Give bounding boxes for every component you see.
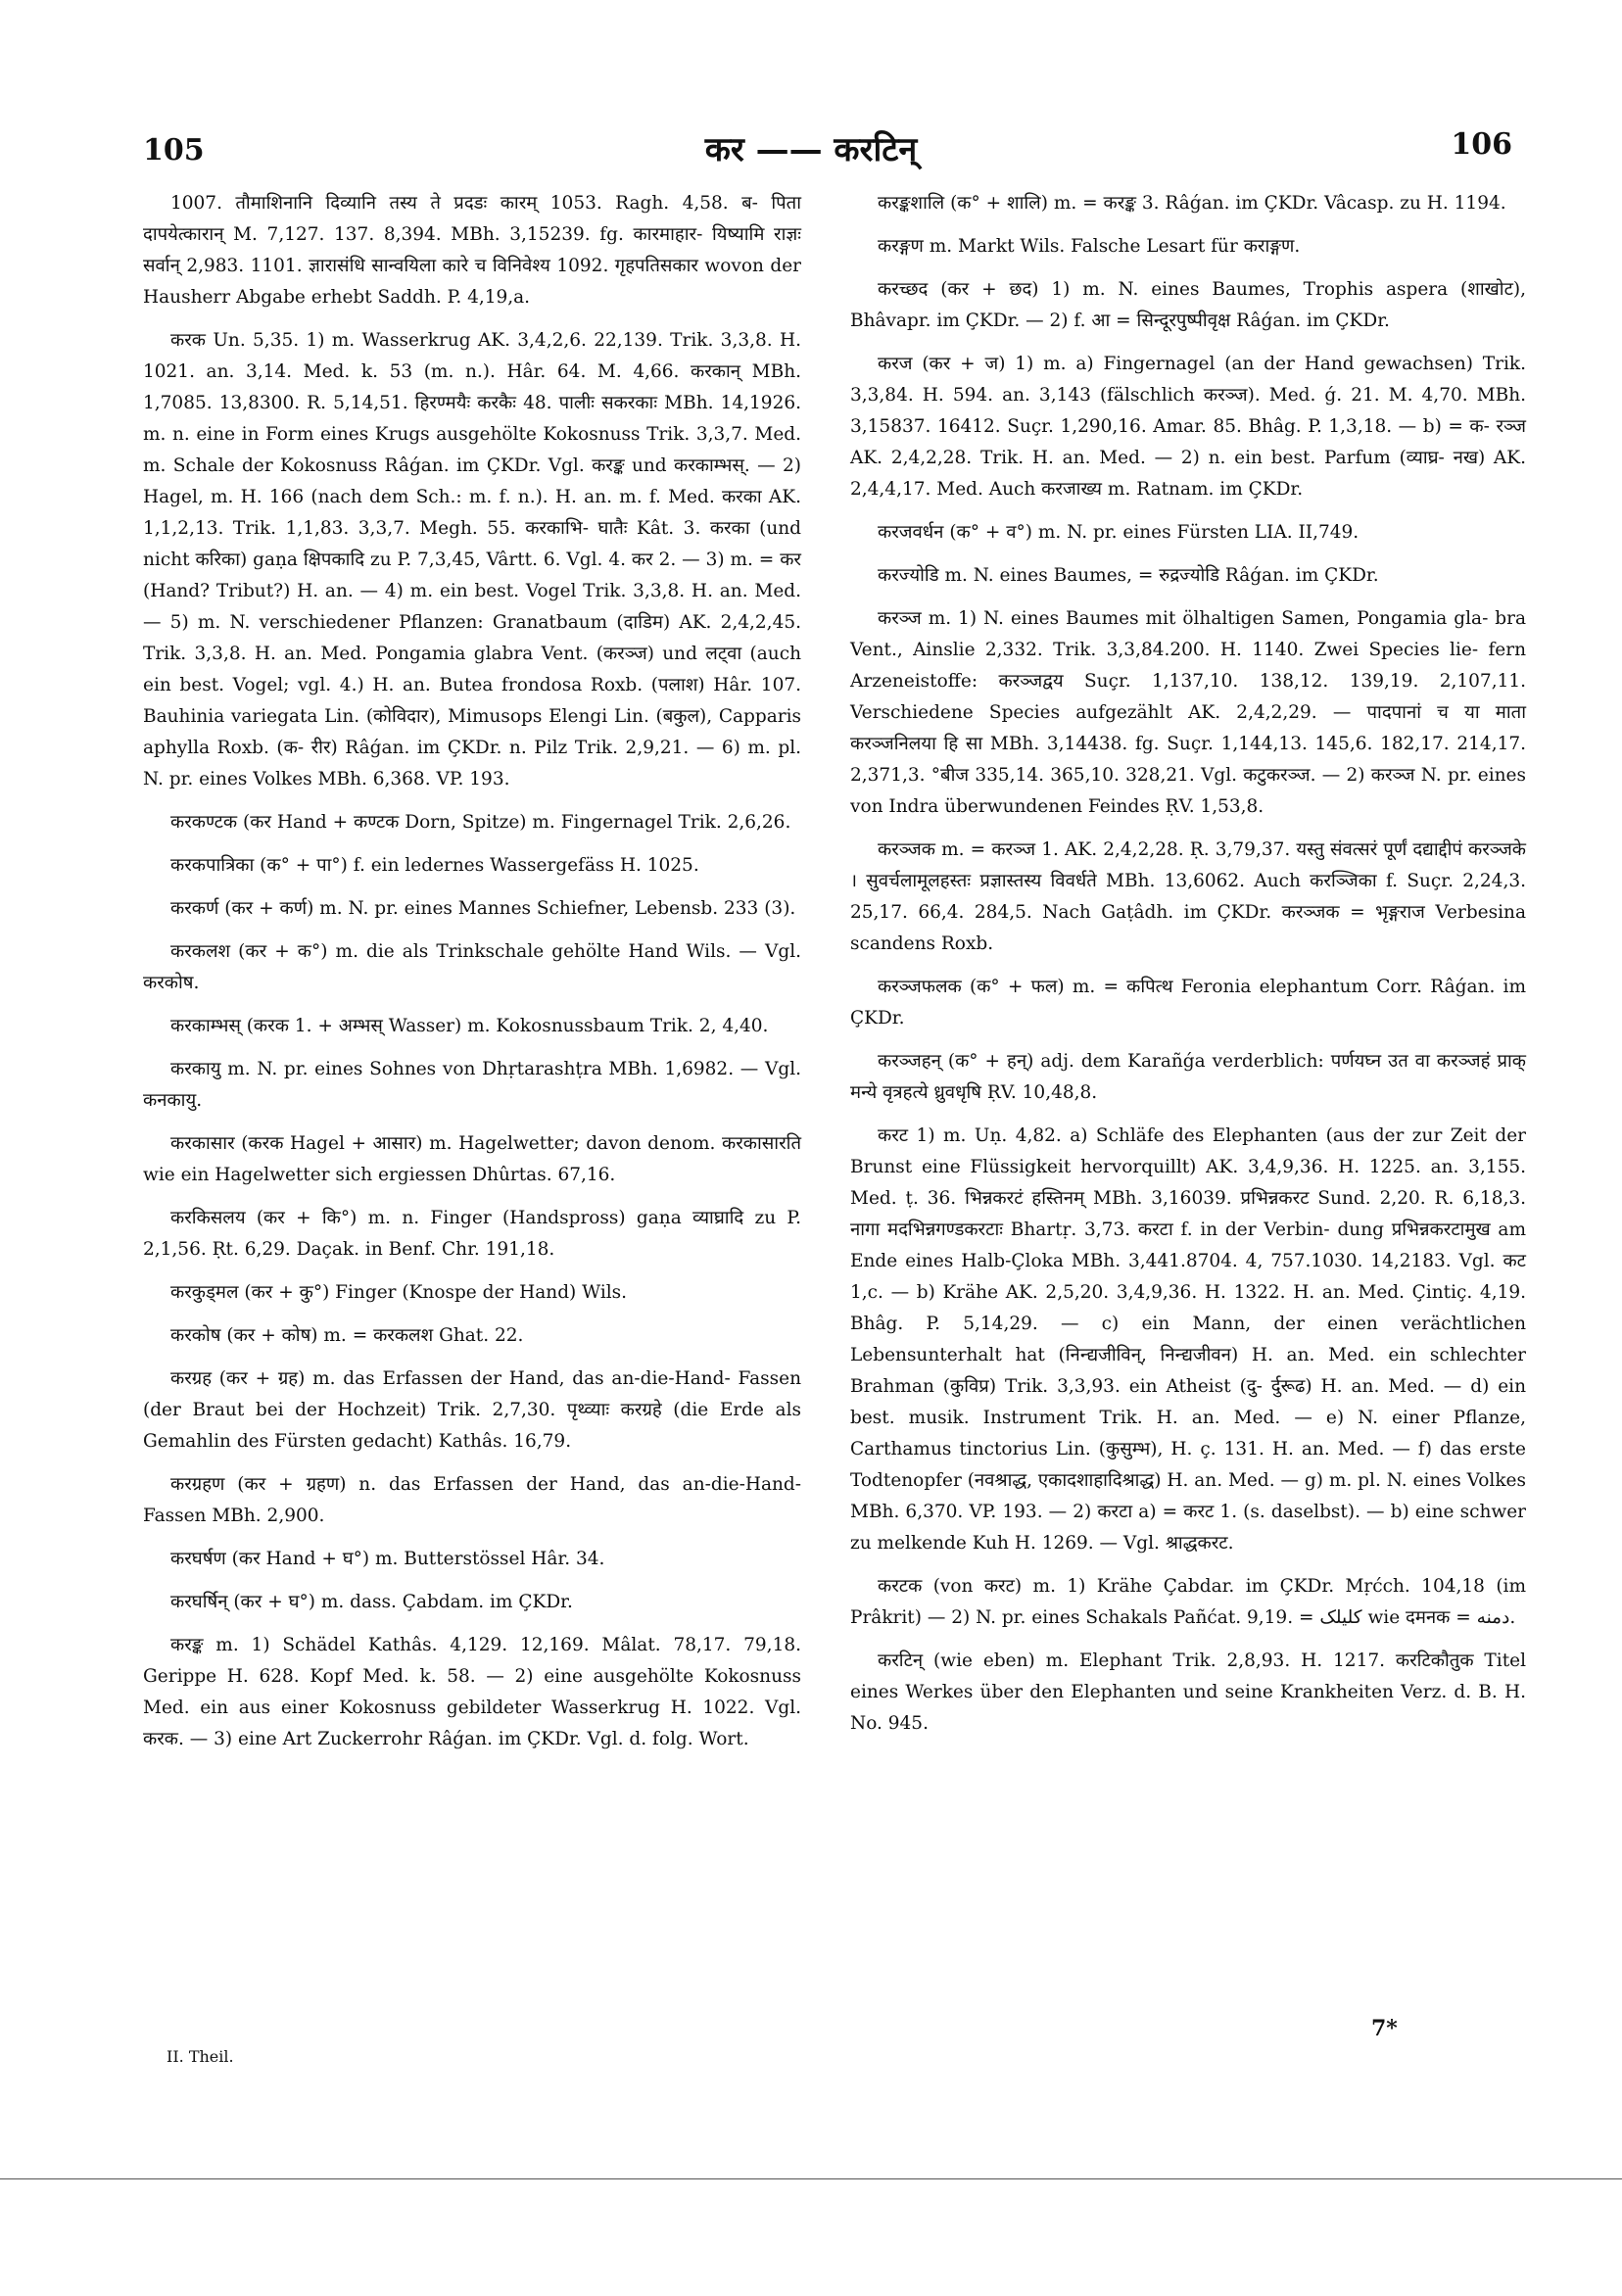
right-column bbox=[850, 188, 1526, 1751]
dictionary-entry: 1007. तौमाशिनानि दिव्यानि तस्य ते प्रदडः कारम् 1053. Ragh. 4,58. ब- पिता दापयेत्कारान् M. 7,127. 137. 8,394. MBh. 3,15239. fg. कारमाहार- यिष्यामि राज्ञः सर्वान् 2,983. 1101. ज्ञारासंधि सान्वयिला कारे च विनिवेश्य 1092. गृहपतिसकार wovon der Hausherr Abgabe erhebt Saddh. P. 4,19,a. bbox=[143, 193, 801, 308]
dictionary-entry: करकोष (कर + कोष) m. = करकलश Ghat. 22. bbox=[170, 1325, 524, 1346]
dictionary-entry: करकण्टक (कर Hand + कण्टक Dorn, Spitze) m. Fingernagel Trik. 2,6,26. bbox=[170, 812, 791, 833]
dictionary-entry: करघर्षण (कर Hand + घ°) m. Butterstössel Hâr. 34. bbox=[170, 1549, 605, 1569]
dictionary-entry: करकाम्भस् (करक 1. + अम्भस् Wasser) m. Kokosnussbaum Trik. 2, 4,40. bbox=[170, 1016, 769, 1036]
dictionary-entry: करकुड्मल (कर + कु°) Finger (Knospe der Hand) Wils. bbox=[170, 1282, 628, 1303]
dictionary-entry: करच्छद (कर + छद) 1) m. N. eines Baumes, Trophis aspera (शाखोट), Bhâvapr. im ÇKDr. — 2) f. आ = सिन्दूरपुष्पीवृक्ष Râǵan. im ÇKDr. bbox=[850, 279, 1526, 331]
dictionary-entry: करट 1) m. Uṇ. 4,82. a) Schläfe des Elephanten (aus der zur Zeit der Brunst eine Flüssigkeit hervorquillt) AK. 3,4,9,36. H. 1225. an. 3,155. Med. ṭ. 36. भिन्नकरटं हस्तिनम् MBh. 3,16039. प्रभिन्नकरट Sund. 2,20. R. 6,18,3. नागा मदभिन्नगण्डकरटाः Bhartṛ. 3,73. करटा f. in der Verbin- dung प्रभिन्नकरटामुख am Ende eines Halb-Çloka MBh. 3,441.8704. 4, 757.1030. 14,2183. Vgl. कट 1,c. — b) Krähe AK. 2,5,20. 3,4,9,36. H. 1322. H. an. Med. Çintiç. 4,19. Bhâg. P. 5,14,29. — c) ein Mann, der einen verächtlichen Lebensunterhalt hat (निन्द्यजीविन्, निन्द्यजीवन) H. an. Med. ein schlechter Brahman (कुविप्र) Trik. 3,3,93. ein Atheist (दु- र्दुरूढ) H. an. Med. — d) ein best. musik. Instrument Trik. H. an. Med. — e) N. einer Pflanze, Carthamus tinctorius Lin. (कुसुम्भ), H. ç. 131. H. an. Med. — f) das erste Todtenopfer (नवश्राद्ध, एकादशाहादिश्राद्ध) H. an. Med. — g) m. pl. N. eines Volkes MBh. 6,370. VP. 193. — 2) करटा a) = करट 1. (s. daselbst). — b) eine schwer zu melkende Kuh H. 1269. — Vgl. श्राद्धकरट. bbox=[850, 1125, 1526, 1554]
dictionary-entry: करञ्जहन् (क° + हन्) adj. dem Karañǵa verderblich: पर्णयघ्न उत वा करञ्जहं प्राक् मन्ये वृत्रहत्ये ध्रुवधृषि ṚV. 10,48,8. bbox=[850, 1051, 1526, 1103]
dictionary-entry: करङ्कशालि (क° + शालि) m. = करङ्क 3. Râǵan. im ÇKDr. Vâcasp. zu H. 1194. bbox=[878, 193, 1506, 214]
dictionary-entry: करञ्ज m. 1) N. eines Baumes mit ölhaltigen Samen, Pongamia gla- bra Vent., Ainslie 2,332. Trik. 3,3,84.200. H. 1140. Zwei Species lie- fern Arzeneistoffe: करञ्जद्वय Suçr. 1,137,10. 138,12. 139,19. 2,107,11. Verschiedene Species aufgezählt AK. 2,4,2,29. — पादपानां च या माता करञ्जनिलया हि सा MBh. 3,14438. fg. Suçr. 1,144,13. 145,6. 182,17. 214,17. 2,371,3. °बीज 335,14. 365,10. 328,21. Vgl. कटुकरञ्ज. — 2) करञ्ज N. pr. eines von Indra überwundenen Feindes ṚV. 1,53,8. bbox=[850, 608, 1526, 817]
dictionary-entry: करकायु m. N. pr. eines Sohnes von Dhṛtarashṭra MBh. 1,6982. — Vgl. कनकायु. bbox=[143, 1059, 801, 1111]
footer-rule bbox=[0, 2178, 1622, 2179]
dictionary-entry: करकपात्रिका (क° + पा°) f. ein ledernes Wassergefäss H. 1025. bbox=[170, 855, 699, 876]
dictionary-entry: करकलश (कर + क°) m. die als Trinkschale gehölte Hand Wils. — Vgl. करकोष. bbox=[143, 941, 801, 993]
dictionary-entry: करटिन् (wie eben) m. Elephant Trik. 2,8,93. H. 1217. करटिकौतुक Titel eines Werkes über den Elephanten und seine Krankheiten Verz. d. B. H. No. 945. bbox=[850, 1650, 1526, 1734]
dictionary-entry: करङ्क m. 1) Schädel Kathâs. 4,129. 12,169. Mâlat. 78,17. 79,18. Gerippe H. 628. Kopf Med. k. 58. — 2) eine ausgehölte Kokosnuss Med. ein aus einer Kokosnuss gebildeter Wasserkrug H. 1022. Vgl. करक. — 3) eine Art Zuckerrohr Râǵan. im ÇKDr. Vgl. d. folg. Wort. bbox=[143, 1635, 801, 1749]
signature-mark: II. Theil. bbox=[167, 2047, 234, 2066]
page-number-right: 106 bbox=[1451, 127, 1512, 162]
dictionary-entry: करज्योडि m. N. eines Baumes, = रुद्रज्योडि Râǵan. im ÇKDr. bbox=[878, 565, 1379, 586]
dictionary-entry: करञ्जफलक (क° + फल) m. = कपित्थ Feronia elephantum Corr. Râǵan. im ÇKDr. bbox=[850, 977, 1526, 1028]
page-number-left: 105 bbox=[143, 133, 205, 167]
dictionary-entry: करक Un. 5,35. 1) m. Wasserkrug AK. 3,4,2,6. 22,139. Trik. 3,3,8. H. 1021. an. 3,14. Med. k. 53 (m. n.). Hâr. 64. M. 4,66. करकान् MBh. 1,7085. 13,8300. R. 5,14,51. हिरण्मयैः करकैः 48. पालीः सकरकाः MBh. 14,1926. m. n. eine in Form eines Krugs ausgehölte Kokosnuss Trik. 3,3,7. Med. m. Schale der Kokosnuss Râǵan. im ÇKDr. Vgl. करङ्क und करकाम्भस्. — 2) Hagel, m. H. 166 (nach dem Sch.: m. f. n.). H. an. m. f. Med. करका AK. 1,1,2,13. Trik. 1,1,83. 3,3,7. Megh. 55. करकाभि- घातैः Kât. 3. करका (und nicht करिका) gaṇa क्षिपकादि zu P. 7,3,45, Vârtt. 6. Vgl. 4. कर 2. — 3) m. = कर (Hand? Tribut?) H. an. — 4) m. ein best. Vogel Trik. 3,3,8. H. an. Med. — 5) m. N. verschiedener Pflanzen: Granatbaum (दाडिम) AK. 2,4,2,45. Trik. 3,3,8. H. an. Med. Pongamia glabra Vent. (करञ्ज) und लट्वा (auch ein best. Vogel; vgl. 4.) H. an. Butea frondosa Roxb. (पलाश) Hâr. 107. Bauhinia variegata Lin. (कोविदार), Mimusops Elengi Lin. (बकुल), Capparis aphylla Roxb. (क- रीर) Râǵan. im ÇKDr. n. Pilz Trik. 2,9,21. — 6) m. pl. N. pr. eines Volkes MBh. 6,368. VP. 193. bbox=[143, 330, 801, 789]
dictionary-entry: करकर्ण (कर + कर्ण) m. N. pr. eines Mannes Schiefner, Lebensb. 233 (3). bbox=[170, 898, 796, 919]
dictionary-entry: करकिसलय (कर + कि°) m. n. Finger (Handspross) gaṇa व्याघ्रादि zu P. 2,1,56. Ṛt. 6,29. Daçak. in Benf. Chr. 191,18. bbox=[143, 1208, 801, 1260]
dictionary-entry: करघर्षिन् (कर + घ°) m. dass. Çabdam. im ÇKDr. bbox=[170, 1592, 573, 1612]
dictionary-entry: करटक (von करट) m. 1) Krähe Çabdar. im ÇKDr. Mṛćch. 104,18 (im Prâkrit) — 2) N. pr. eines Schakals Pañćat. 9,19. = کلیلک wie दमनक = دمنه. bbox=[850, 1576, 1526, 1628]
sheet-mark: 7* bbox=[1371, 2016, 1398, 2041]
dictionary-entry: करञ्जक m. = करञ्ज 1. AK. 2,4,2,28. Ṛ. 3,79,37. यस्तु संवत्सरं पूर्णं दद्याद्दीपं करञ्जके । सुवर्चलामूलहस्तः प्रज्ञास्तस्य विवर्धते MBh. 13,6062. Auch करञ्जिका f. Suçr. 2,24,3. 25,17. 66,4. 284,5. Nach Gaṭâdh. im ÇKDr. करञ्जक = भृङ्गराज Verbesina scandens Roxb. bbox=[850, 839, 1526, 954]
running-head: कर —— करटिन् bbox=[704, 130, 918, 169]
left-column bbox=[143, 188, 801, 1767]
dictionary-entry: करग्रह (कर + ग्रह) m. das Erfassen der Hand, das an-die-Hand- Fassen (der Braut bei der Hochzeit) Trik. 2,7,30. पृथ्व्याः करग्रहे (die Erde als Gemahlin des Fürsten gedacht) Kathâs. 16,79. bbox=[143, 1368, 801, 1452]
dictionary-entry: करङ्गण m. Markt Wils. Falsche Lesart für कराङ्गण. bbox=[878, 236, 1301, 257]
dictionary-entry: करकासार (करक Hagel + आसार) m. Hagelwetter; davon denom. करकासारति wie ein Hagelwetter sich ergiessen Dhûrtas. 67,16. bbox=[143, 1133, 801, 1185]
dictionary-entry: करग्रहण (कर + ग्रहण) n. das Erfassen der Hand, das an-die-Hand- Fassen MBh. 2,900. bbox=[143, 1474, 801, 1526]
dictionary-entry: करजवर्धन (क° + व°) m. N. pr. eines Fürsten LIA. II,749. bbox=[878, 522, 1360, 543]
dictionary-entry: करज (कर + ज) 1) m. a) Fingernagel (an der Hand gewachsen) Trik. 3,3,84. H. 594. an. 3,143 (fälschlich करञ्ज). Med. ǵ. 21. M. 4,70. MBh. 3,15837. 16412. Suçr. 1,290,16. Amar. 85. Bhâg. P. 1,3,18. — b) = क- रञ्ज AK. 2,4,2,28. Trik. H. an. Med. — 2) n. ein best. Parfum (व्याघ्र- नख) AK. 2,4,4,17. Med. Auch करजाख्य m. Ratnam. im ÇKDr. bbox=[850, 354, 1526, 500]
